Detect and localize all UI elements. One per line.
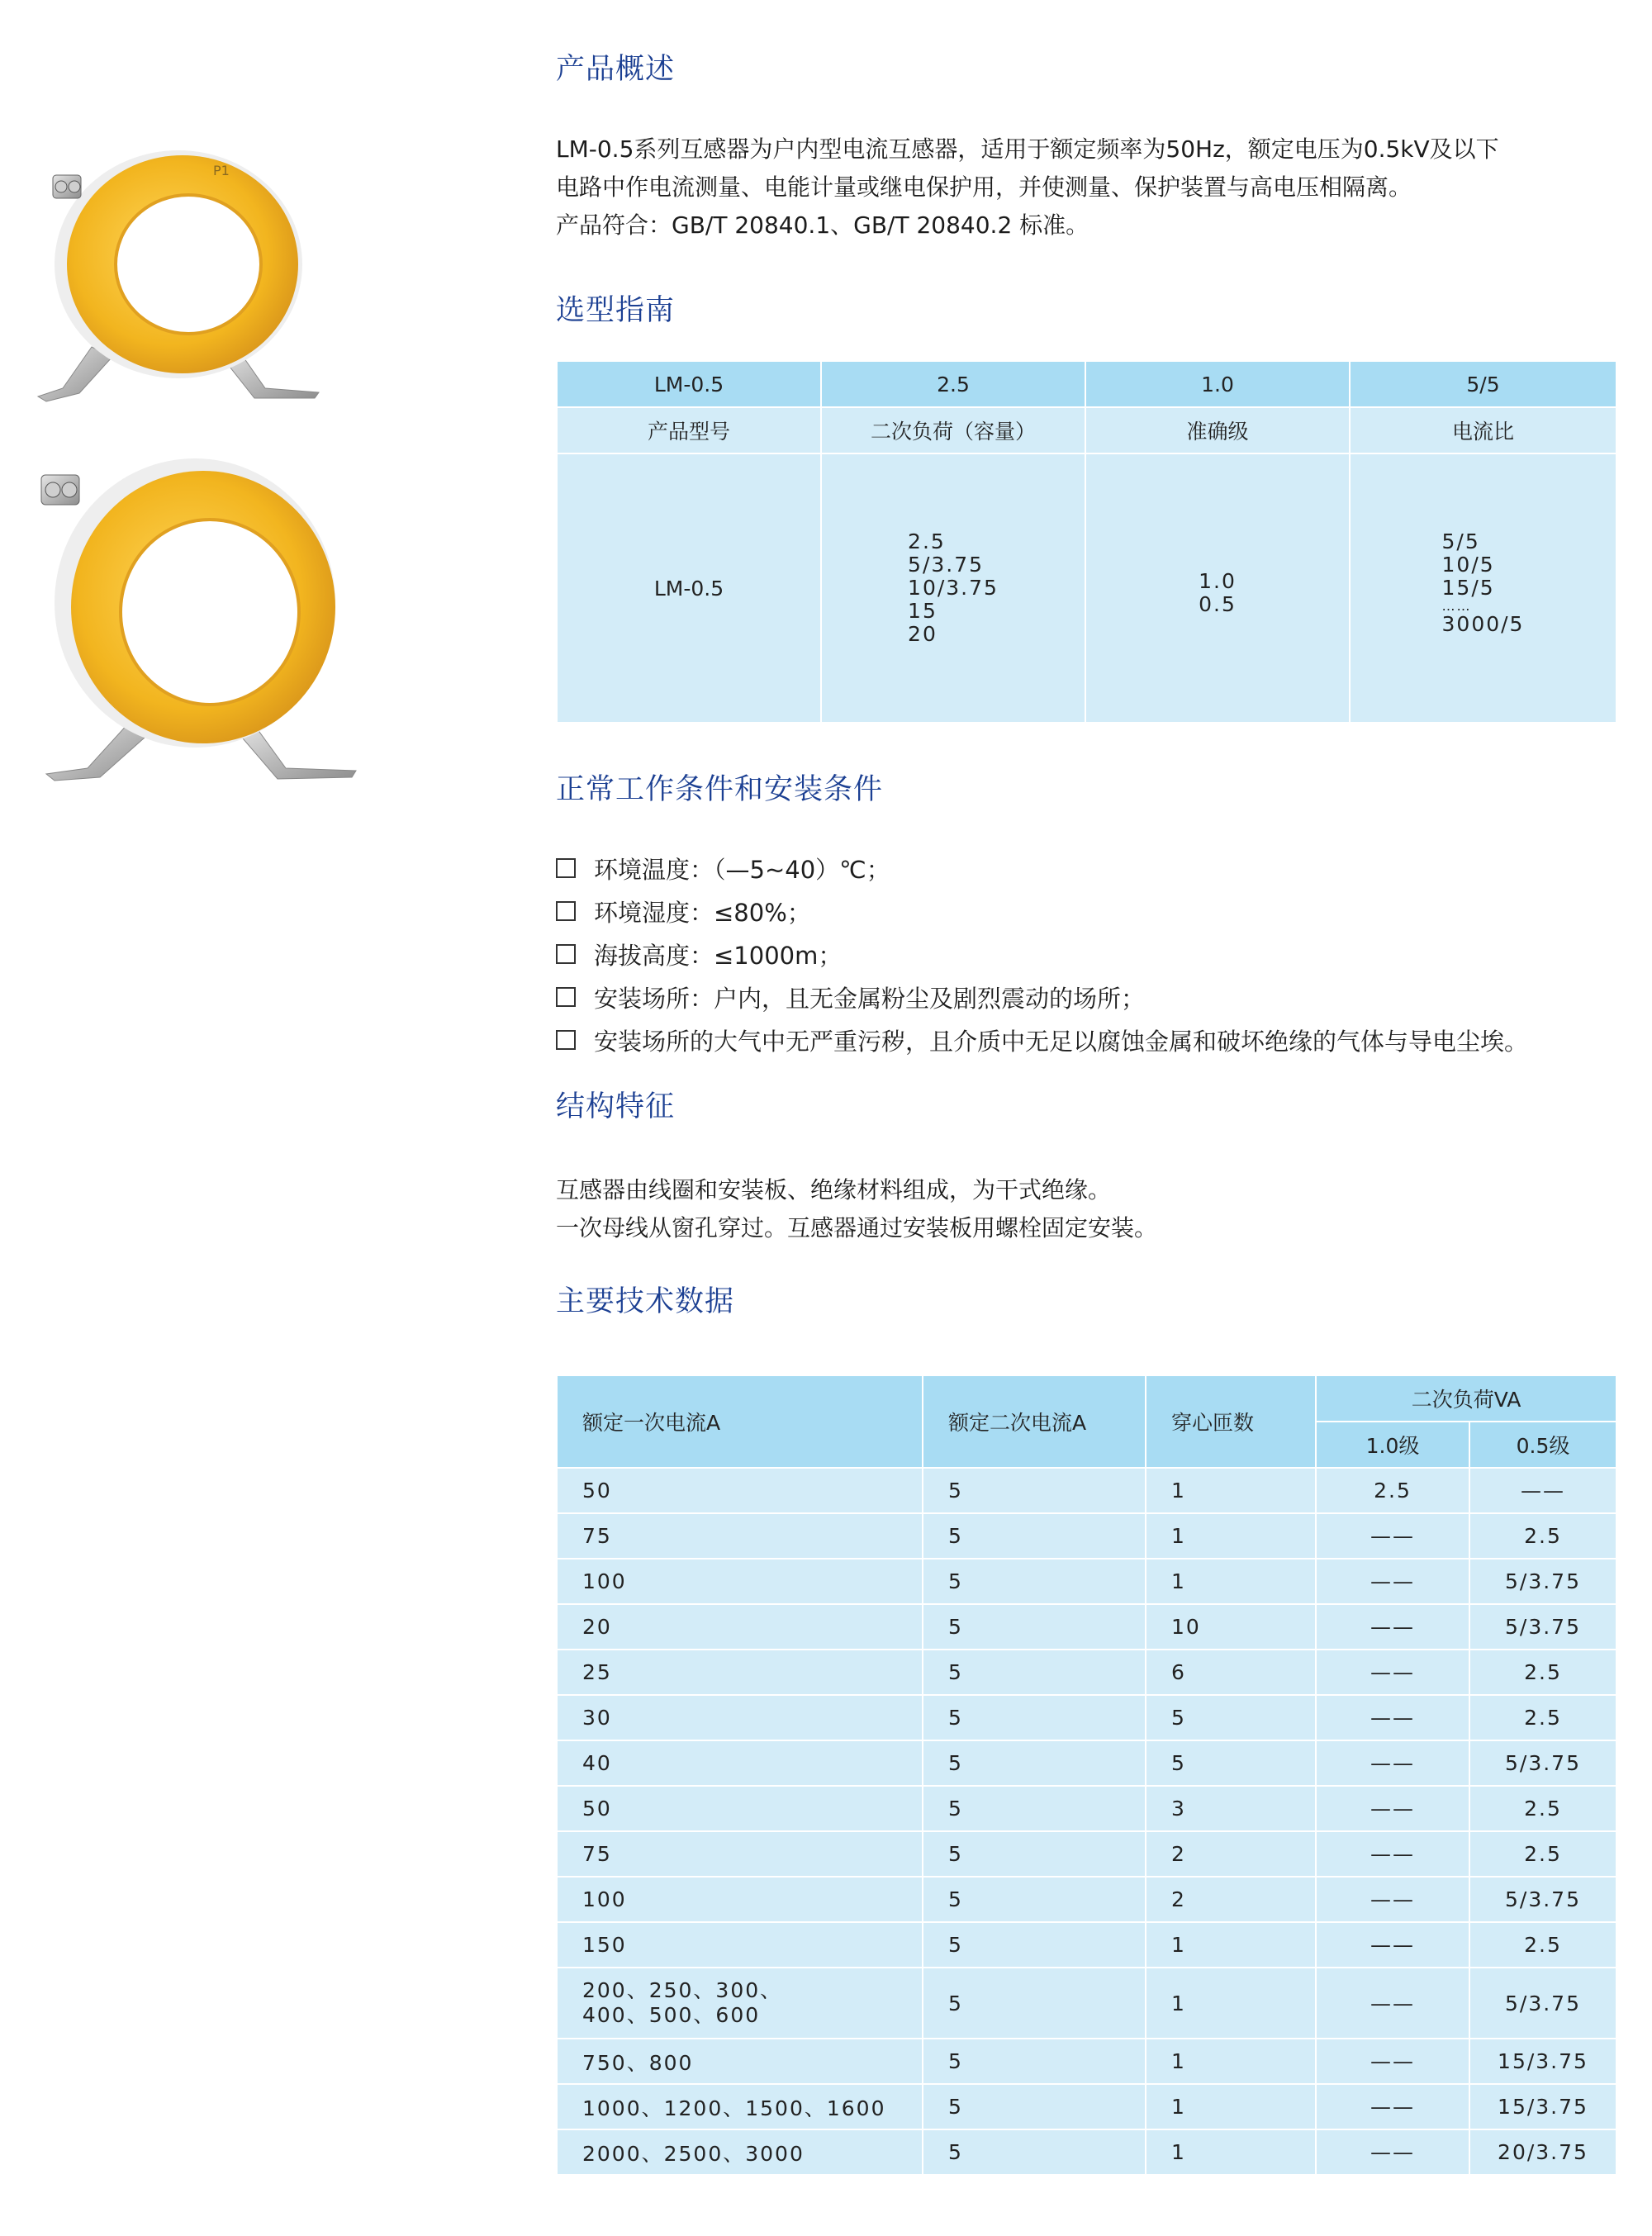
load-option: 20 (908, 622, 938, 646)
label-cell: 产品型号 (557, 407, 821, 453)
checkbox-icon (556, 901, 576, 921)
overview-line: 产品符合：GB/T 20840.1、GB/T 20840.2 标准。 (556, 211, 1089, 239)
turns-cell: 10 (1146, 1604, 1316, 1650)
load-option: 2.5 (908, 529, 946, 553)
condition-text: 环境湿度：≤80%； (594, 898, 811, 927)
overview-title: 产品概述 (556, 53, 676, 86)
structure-line: 一次母线从窗孔穿过。互感器通过安装板用螺栓固定安装。 (556, 1214, 1158, 1241)
secondary-current-cell: 5 (923, 1513, 1146, 1559)
secondary-current-cell: 5 (923, 1650, 1146, 1695)
label-cell: 准确级 (1085, 407, 1350, 453)
class-1-0-load-cell: —— (1316, 1559, 1469, 1604)
class-0-5-load-cell: 5/3.75 (1469, 1877, 1616, 1922)
code-cell: 1.0 (1085, 361, 1350, 407)
ratio-option: 3000/5 (1441, 612, 1525, 636)
secondary-current-cell: 5 (923, 1831, 1146, 1877)
class-0-5-load-cell: 2.5 (1469, 1922, 1616, 1968)
primary-current-cell: 40 (557, 1740, 923, 1786)
class-0-5-load-cell: 2.5 (1469, 1831, 1616, 1877)
overview-text (556, 131, 1617, 244)
primary-current-cell: 100 (557, 1559, 923, 1604)
checkbox-icon (556, 858, 576, 878)
table-row (557, 1877, 1616, 1922)
turns-cell: 1 (1146, 1922, 1316, 1968)
table-row (557, 1650, 1616, 1695)
table-row (557, 1740, 1616, 1786)
condition-item (556, 933, 1528, 976)
class-1-0-load-cell: —— (1316, 2084, 1469, 2129)
table-row (557, 2129, 1616, 2175)
condition-item (556, 847, 1528, 890)
turns-cell: 1 (1146, 2129, 1316, 2175)
class-1-0-load-cell: —— (1316, 2039, 1469, 2084)
checkbox-icon (556, 944, 576, 964)
selection-title: 选型指南 (556, 294, 676, 327)
condition-text: 海拔高度：≤1000m； (594, 941, 843, 970)
class-0-5-load-cell: 15/3.75 (1469, 2084, 1616, 2129)
table-row (557, 1922, 1616, 1968)
conditions-title: 正常工作条件和安装条件 (556, 773, 884, 806)
class-1-0-header: 1.0级 (1316, 1422, 1469, 1468)
label-cell: 二次负荷（容量） (821, 407, 1085, 453)
table-row (557, 2084, 1616, 2129)
primary-current-cell: 750、800 (557, 2039, 923, 2084)
checkbox-icon (556, 1030, 576, 1050)
ratio-option: …… (1441, 598, 1472, 614)
load-option: 5/3.75 (908, 553, 985, 577)
accuracy-options-cell (1085, 453, 1350, 723)
class-1-0-load-cell: —— (1316, 1695, 1469, 1740)
class-1-0-load-cell: —— (1316, 1740, 1469, 1786)
ratio-option: 15/5 (1441, 576, 1495, 600)
table-row (557, 1695, 1616, 1740)
structure-title: 结构特征 (556, 1090, 676, 1123)
table-row (557, 1513, 1616, 1559)
class-0-5-header: 0.5级 (1469, 1422, 1616, 1468)
turns-cell: 5 (1146, 1740, 1316, 1786)
tech-table-body (557, 1468, 1616, 2175)
secondary-current-cell: 5 (923, 1877, 1146, 1922)
primary-current-cell: 200、250、300、 400、500、600 (557, 1968, 923, 2039)
secondary-current-cell: 5 (923, 1468, 1146, 1513)
turns-cell: 1 (1146, 1513, 1316, 1559)
primary-current-cell: 30 (557, 1695, 923, 1740)
secondary-current-cell: 5 (923, 2084, 1146, 2129)
primary-current-cell: 1000、1200、1500、1600 (557, 2084, 923, 2129)
secondary-current-cell: 5 (923, 1604, 1146, 1650)
turns-cell: 1 (1146, 1559, 1316, 1604)
class-1-0-load-cell: —— (1316, 1877, 1469, 1922)
primary-current-cell: 75 (557, 1513, 923, 1559)
structure-line: 互感器由线圈和安装板、绝缘材料组成，为干式绝缘。 (556, 1176, 1112, 1203)
turns-cell: 1 (1146, 2084, 1316, 2129)
primary-current-cell: 50 (557, 1786, 923, 1831)
turns-cell: 5 (1146, 1695, 1316, 1740)
structure-text (556, 1171, 1617, 1247)
condition-text: 安装场所：户内，且无金属粉尘及剧烈震动的场所； (594, 984, 1146, 1013)
primary-current-cell: 25 (557, 1650, 923, 1695)
primary-current-cell: 20 (557, 1604, 923, 1650)
turns-cell: 6 (1146, 1650, 1316, 1695)
primary-current-cell: 150 (557, 1922, 923, 1968)
class-0-5-load-cell: 20/3.75 (1469, 2129, 1616, 2175)
label-cell: 电流比 (1350, 407, 1616, 453)
class-0-5-load-cell: 5/3.75 (1469, 1740, 1616, 1786)
turns-cell: 3 (1146, 1786, 1316, 1831)
code-cell: 5/5 (1350, 361, 1616, 407)
class-1-0-load-cell: —— (1316, 1604, 1469, 1650)
class-1-0-load-cell: 2.5 (1316, 1468, 1469, 1513)
class-1-0-load-cell: —— (1316, 1831, 1469, 1877)
class-1-0-load-cell: —— (1316, 1513, 1469, 1559)
turns-cell: 1 (1146, 2039, 1316, 2084)
current-transformer-photo-1 (30, 140, 335, 413)
tech-header-row (557, 1375, 1616, 1422)
turns-cell: 1 (1146, 1968, 1316, 2039)
secondary-current-header: 额定二次电流A (923, 1375, 1146, 1468)
class-0-5-load-cell: 5/3.75 (1469, 1604, 1616, 1650)
table-row (557, 1968, 1616, 2039)
condition-item (556, 976, 1528, 1018)
turns-cell: 2 (1146, 1877, 1316, 1922)
accuracy-option: 1.0 (1199, 569, 1237, 593)
condition-text: 安装场所的大气中无严重污秽，且介质中无足以腐蚀金属和破坏绝缘的气体与导电尘埃。 (594, 1027, 1529, 1056)
ratio-options-cell (1350, 453, 1616, 723)
class-0-5-load-cell: 2.5 (1469, 1650, 1616, 1695)
condition-text: 环境温度：（—5~40）℃； (594, 855, 890, 884)
class-0-5-load-cell: 15/3.75 (1469, 2039, 1616, 2084)
secondary-current-cell: 5 (923, 1968, 1146, 2039)
overview-line: 电路中作电流测量、电能计量或继电保护用，并使测量、保护装置与高电压相隔离。 (556, 173, 1412, 201)
code-cell: 2.5 (821, 361, 1085, 407)
class-0-5-load-cell: 2.5 (1469, 1513, 1616, 1559)
class-1-0-load-cell: —— (1316, 2129, 1469, 2175)
code-cell: LM-0.5 (557, 361, 821, 407)
load-option: 15 (908, 599, 938, 623)
secondary-current-cell: 5 (923, 2039, 1146, 2084)
product-images (0, 0, 529, 2236)
primary-current-cell: 100 (557, 1877, 923, 1922)
selection-table (556, 360, 1617, 724)
ratio-option: 10/5 (1441, 553, 1495, 577)
class-0-5-load-cell: 5/3.75 (1469, 1559, 1616, 1604)
class-1-0-load-cell: —— (1316, 1786, 1469, 1831)
primary-current-cell: 75 (557, 1831, 923, 1877)
class-0-5-load-cell: 5/3.75 (1469, 1968, 1616, 2039)
class-1-0-load-cell: —— (1316, 1922, 1469, 1968)
table-row (557, 2039, 1616, 2084)
secondary-load-header: 二次负荷VA (1316, 1375, 1616, 1422)
secondary-current-cell: 5 (923, 1559, 1146, 1604)
turns-cell: 1 (1146, 1468, 1316, 1513)
tech-title: 主要技术数据 (556, 1285, 735, 1318)
condition-item (556, 1018, 1528, 1061)
table-row (557, 1559, 1616, 1604)
secondary-current-cell: 5 (923, 1740, 1146, 1786)
current-transformer-photo-2 (30, 450, 368, 797)
class-0-5-load-cell: —— (1469, 1468, 1616, 1513)
condition-item (556, 890, 1528, 933)
primary-current-header: 额定一次电流A (557, 1375, 923, 1468)
table-row (557, 1604, 1616, 1650)
product-label: P1 (213, 163, 230, 178)
turns-cell: 2 (1146, 1831, 1316, 1877)
primary-current-cell: 50 (557, 1468, 923, 1513)
turns-header: 穿心匝数 (1146, 1375, 1316, 1468)
accuracy-option: 0.5 (1199, 592, 1237, 616)
table-row (557, 1468, 1616, 1513)
secondary-current-cell: 5 (923, 2129, 1146, 2175)
class-1-0-load-cell: —— (1316, 1968, 1469, 2039)
model-cell: LM-0.5 (557, 453, 821, 723)
checkbox-icon (556, 987, 576, 1007)
overview-line: LM-0.5系列互感器为户内型电流互感器，适用于额定频率为50Hz，额定电压为0.5kV及以下 (556, 135, 1499, 163)
load-options-cell (821, 453, 1085, 723)
selection-options-row (557, 453, 1616, 723)
tech-data-table (556, 1374, 1617, 2176)
ratio-option: 5/5 (1441, 529, 1480, 553)
class-1-0-load-cell: —— (1316, 1650, 1469, 1695)
selection-code-row (557, 361, 1616, 407)
secondary-current-cell: 5 (923, 1786, 1146, 1831)
table-row (557, 1786, 1616, 1831)
conditions-list (556, 847, 1528, 1061)
table-row (557, 1831, 1616, 1877)
selection-label-row (557, 407, 1616, 453)
secondary-current-cell: 5 (923, 1695, 1146, 1740)
class-0-5-load-cell: 2.5 (1469, 1786, 1616, 1831)
class-0-5-load-cell: 2.5 (1469, 1695, 1616, 1740)
primary-current-cell: 2000、2500、3000 (557, 2129, 923, 2175)
secondary-current-cell: 5 (923, 1922, 1146, 1968)
load-option: 10/3.75 (908, 576, 999, 600)
